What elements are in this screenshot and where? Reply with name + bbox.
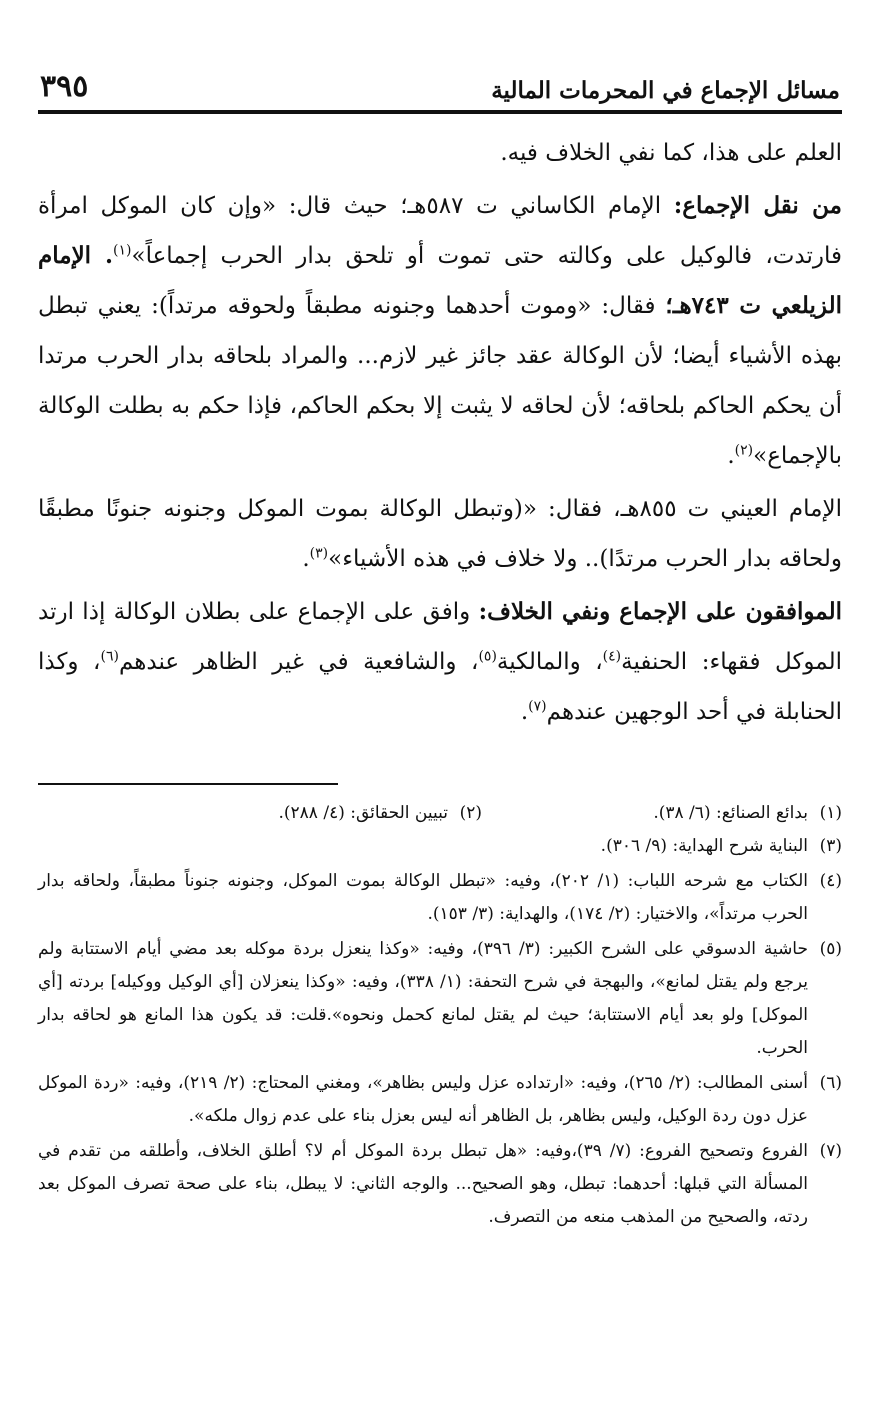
footnote-6 bbox=[38, 1067, 842, 1133]
footnote-number: (٣) bbox=[819, 836, 842, 856]
footnote-7 bbox=[38, 1135, 842, 1234]
footnote-5 bbox=[38, 933, 842, 1065]
footnote-ref-3: (٣) bbox=[309, 545, 329, 562]
paragraph-2-text-2: فقال: «وموت أحدهما وجنونه مطبقاً ولحوقه مرتداً): يعني تبطل بهذه الأشياء أيضا؛ لأن الوكالة عقد جائز غير لازم... والمراد بلحاقه بدار الحرب مرتدا أن يحكم الحاكم بلحاقه؛ لأن لحاقه لا يثبت إلا بحكم الحاكم، فإذا حكم به بطلت الوكالة بالإجماع» bbox=[38, 293, 842, 469]
footnote-number: (٥) bbox=[819, 939, 842, 959]
footnote-ref-7: (٧) bbox=[528, 698, 547, 715]
footnote-number: (٧) bbox=[819, 1141, 842, 1161]
paragraph-1 bbox=[38, 128, 842, 178]
footnote-ref-4: (٤) bbox=[602, 648, 622, 665]
paragraph-4 bbox=[38, 587, 842, 737]
page-number: ٣٩٥ bbox=[40, 69, 89, 104]
paragraph-2-end: . bbox=[727, 443, 735, 469]
footnote-text: أسنى المطالب: (٢/ ٢٦٥)، وفيه: «ارتداده عزل وليس بظاهر»، ومغني المحتاج: (٢/ ٢١٩)، وفيه: «ردة الموكل عزل دون ردة الوكيل، وليس بظاهر، بل الظاهر أنه ليس بعزل بناء على عدم زوال ملكه». bbox=[38, 1073, 808, 1126]
section-heading-consensus: من نقل الإجماع: bbox=[673, 192, 843, 219]
footnote-text: تبيين الحقائق: (٤/ ٢٨٨). bbox=[278, 803, 448, 823]
footnote-ref-6: (٦) bbox=[100, 648, 119, 665]
footnote-ref-2: (٢) bbox=[734, 442, 754, 459]
main-text bbox=[38, 128, 842, 737]
footnote-number: (٤) bbox=[819, 871, 842, 891]
footnote-ref-1: (١) bbox=[113, 242, 132, 259]
footnote-number: (٦) bbox=[819, 1073, 842, 1093]
footnote-separator bbox=[38, 783, 338, 785]
paragraph-4-text-2: ، والمالكية bbox=[496, 649, 603, 675]
footnote-ref-5: (٥) bbox=[478, 648, 497, 665]
footnote-text: بدائع الصنائع: (٦/ ٣٨). bbox=[653, 803, 808, 823]
footnote-4 bbox=[38, 865, 842, 931]
footnote-text: حاشية الدسوقي على الشرح الكبير: (٣/ ٣٩٦)، وفيه: «وكذا ينعزل بردة موكله بعد مضي أيام الاستتابة ولم يرجع ولم يقتل لمانع»، والبهجة في شرح التحفة: (١/ ٣٣٨)، وفيه: «وكذا ينعزلان [أي الوكيل ووكيله] بردته [أي الموكل] ولو بعد أيام الاستتابة؛ حيث لم يقتل لمانع كحمل ونحوه».قلت: قد يكون هذا المانع هو لحاقه بدار الحرب. bbox=[38, 939, 808, 1058]
footnote-3 bbox=[38, 830, 842, 863]
book-page bbox=[38, 62, 842, 1236]
paragraph-4-text-1: وافق على الإجماع على بطلان الوكالة إذا ارتد الموكل فقهاء: الحنفية bbox=[38, 599, 842, 675]
footnote-2 bbox=[278, 797, 482, 830]
paragraph-3-text: الإمام العيني ت ٨٥٥هـ، فقال: «(وتبطل الوكالة بموت الموكل وجنونه جنونًا مطبقًا ولحاقه بدار الحرب مرتدًا).. ولا خلاف في هذه الأشياء» bbox=[38, 496, 842, 572]
paragraph-4-text-4: ، وكذا الحنابلة في أحد الوجهين عندهم bbox=[38, 649, 842, 725]
paragraph-2 bbox=[38, 181, 842, 481]
footnote-number: (١) bbox=[819, 803, 842, 823]
footnote-text: الكتاب مع شرحه اللباب: (١/ ٢٠٢)، وفيه: «تبطل الوكالة بموت الموكل، وجنونه جنوناً مطبقاً، ولحاقه بدار الحرب مرتداً»، والاختيار: (٢/ ١٧٤)، والهداية: (٣/ ١٥٣). bbox=[38, 871, 808, 924]
paragraph-2-text: الإمام الكاساني ت ٥٨٧هـ؛ حيث قال: «وإن كان الموكل امرأة فارتدت، فالوكيل على وكالته حتى تموت أو تلحق بدار الحرب إجماعاً» bbox=[38, 193, 843, 269]
running-title: مسائل الإجماع في المحرمات المالية bbox=[491, 77, 840, 104]
footnote-text: الفروع وتصحيح الفروع: (٧/ ٣٩)،وفيه: «هل تبطل بردة الموكل أم لا؟ أطلق الخلاف، وأطلقه من تقدم في المسألة التي قبلها: أحدهما: تبطل، وهو الصحيح... والوجه الثاني: لا يبطل، بناء على صحة تصرف الموكل بعد ردته، والصحيح من المذهب منعه من التصرف. bbox=[38, 1141, 808, 1227]
paragraph-4-end: . bbox=[520, 699, 529, 725]
footnote-text: البناية شرح الهداية: (٩/ ٣٠٦). bbox=[600, 836, 808, 856]
footnote-pair-1-2 bbox=[38, 797, 842, 830]
footnote-number: (٢) bbox=[459, 803, 482, 823]
paragraph-3 bbox=[38, 484, 842, 584]
paragraph-2-zaylai: . الإمام الزيلعي ت ٧٤٣هـ؛ bbox=[38, 242, 842, 319]
paragraph-3-end: . bbox=[302, 546, 310, 572]
page-header bbox=[38, 62, 842, 114]
section-heading-agreeing: الموافقون على الإجماع ونفي الخلاف: bbox=[478, 598, 842, 625]
paragraph-1-text: العلم على هذا، كما نفي الخلاف فيه. bbox=[500, 140, 842, 166]
paragraph-4-text-3: ، والشافعية في غير الظاهر عندهم bbox=[118, 649, 479, 675]
footnote-1 bbox=[482, 797, 842, 830]
footnotes bbox=[38, 797, 842, 1234]
